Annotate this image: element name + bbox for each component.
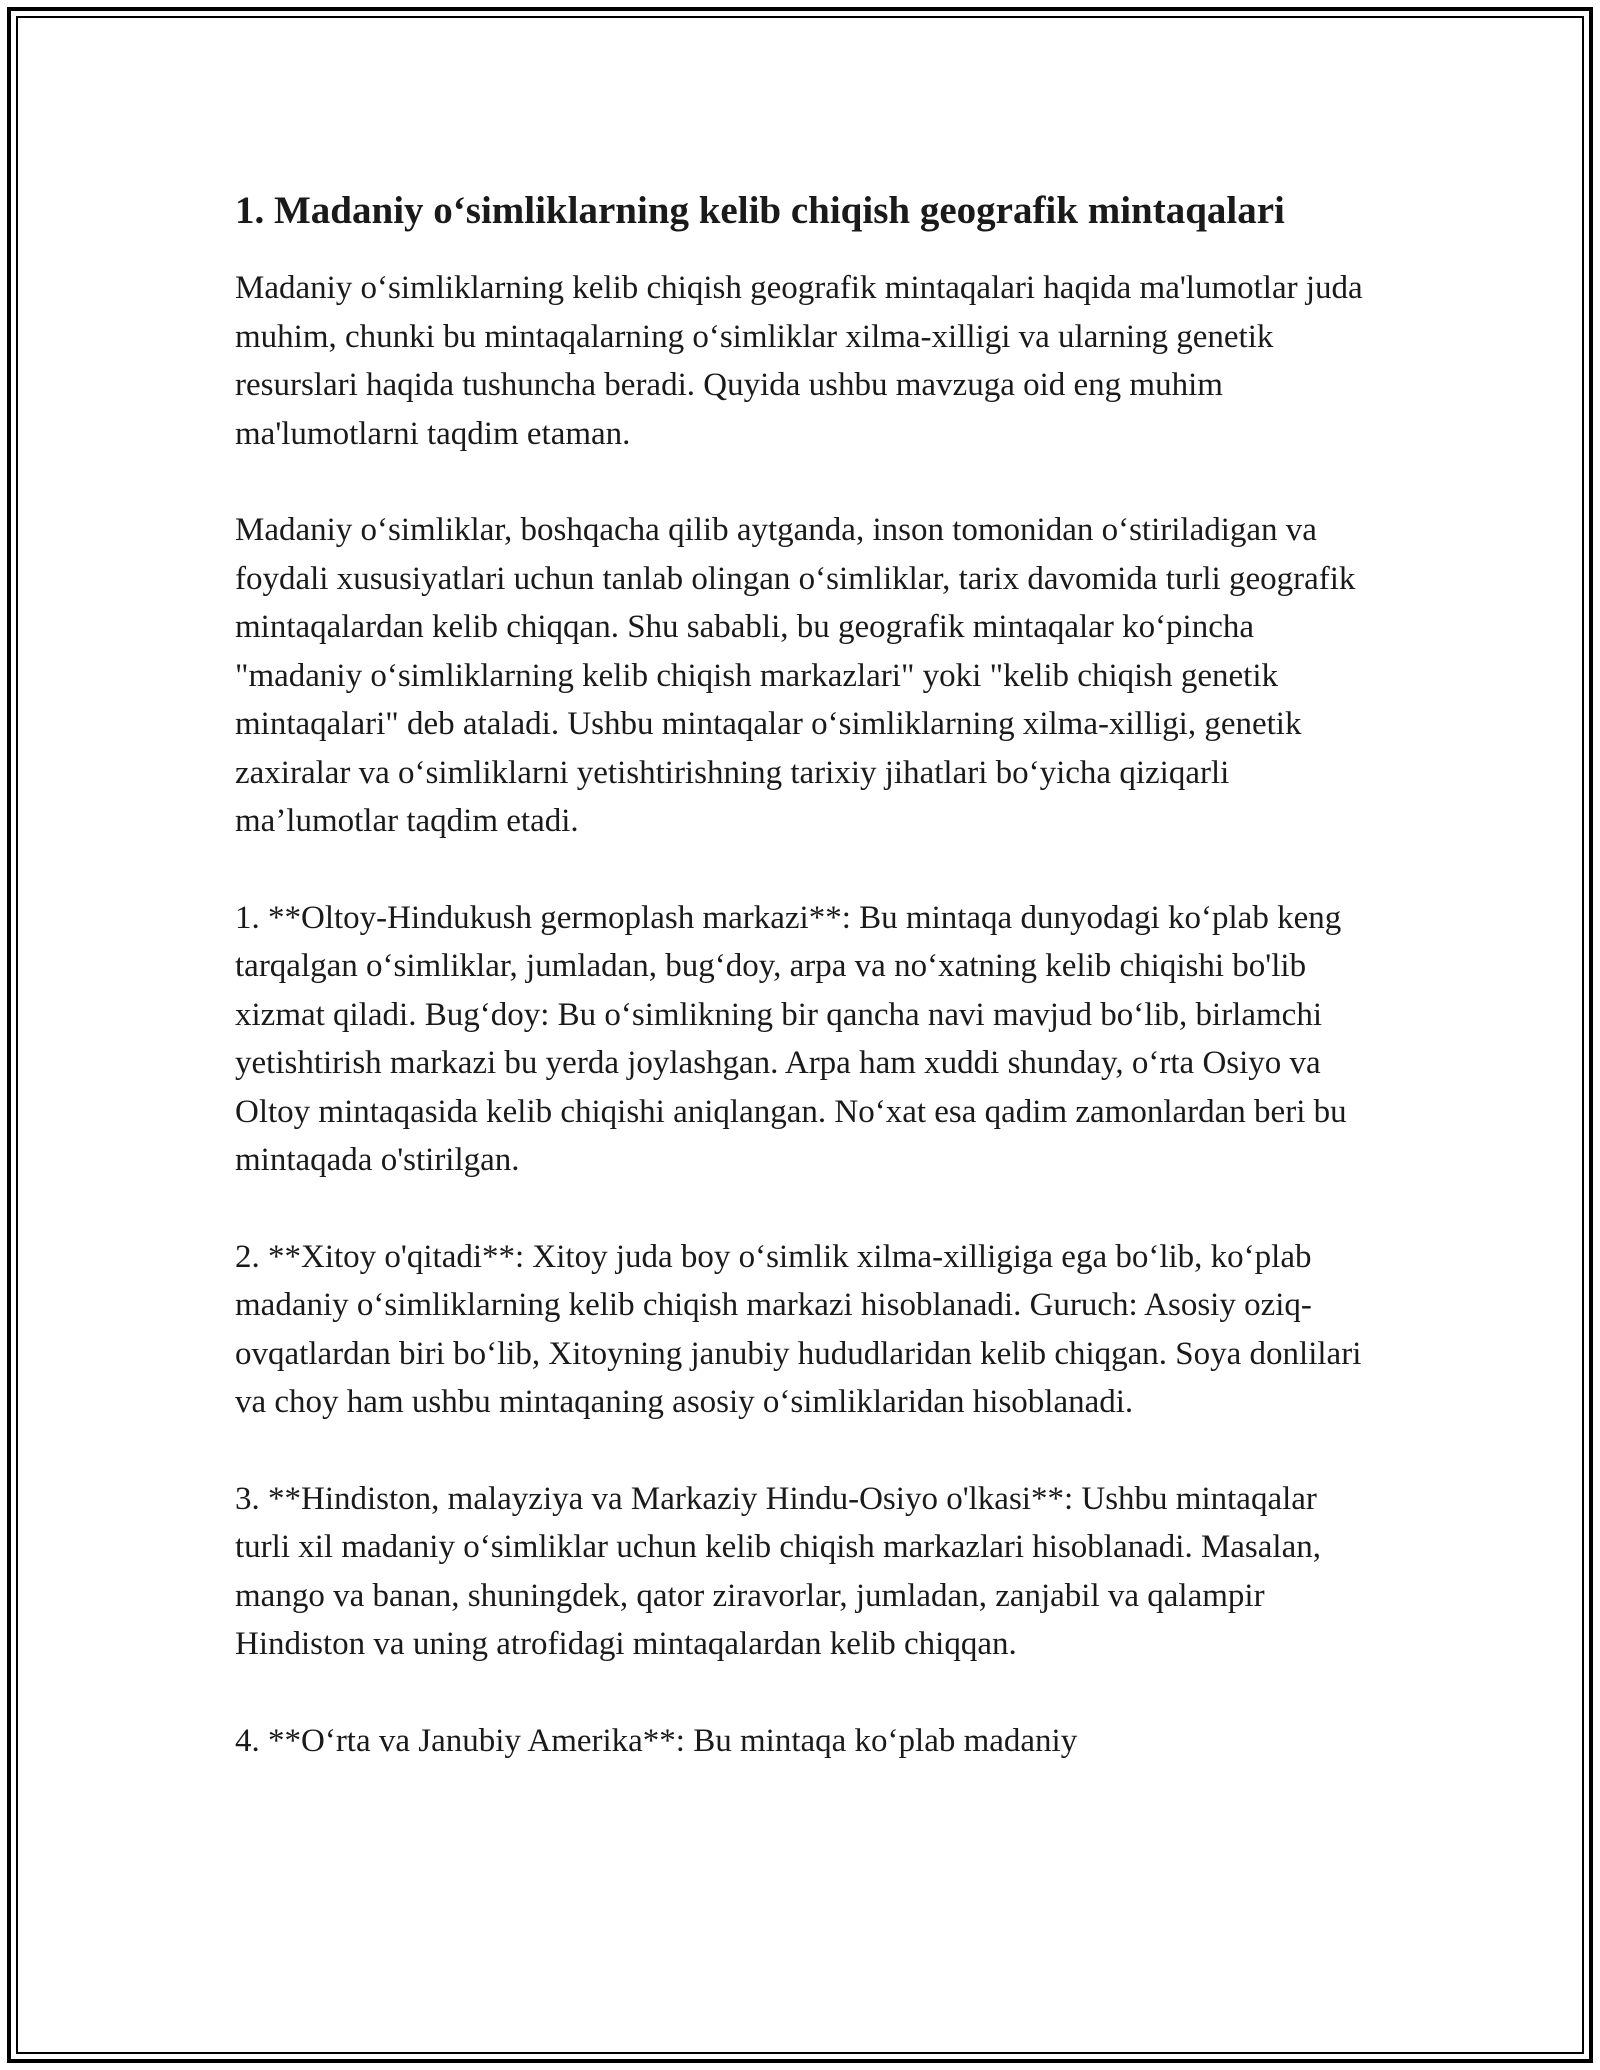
paragraph-item-1: 1. **Oltoy-Hindukush germoplash markazi**: Bu mintaqa dunyodagi ko‘plab keng tarqalgan o‘simliklar, jumladan, bug‘doy, arpa va no‘xatning kelib chiqishi bo'lib xizmat qiladi. Bug‘doy: Bu o‘simlikning bir qancha navi mavjud bo‘lib, birlamchi yetishtirish markazi bu yerda joylashgan. Arpa ham xuddi shunday, o‘rta Osiyo va Oltoy mintaqasida kelib chiqishi aniqlangan. No‘xat esa qadim zamonlardan beri bu mintaqada o'stirilgan. (235, 899, 1347, 1178)
paragraph-item-2: 2. **Xitoy o'qitadi**: Xitoy juda boy o‘simlik xilma-xilligiga ega bo‘lib, ko‘plab madaniy o‘simliklarning kelib chiqish markazi hisoblanadi. Guruch: Asosiy oziq-ovqatlardan biri bo‘lib, Xitoyning janubiy hududlaridan kelib chiqgan. Soya donlilari va choy ham ushbu mintaqaning asosiy o‘simliklaridan hisoblanadi. (235, 1238, 1362, 1420)
paragraph-item-4: 4. **O‘rta va Janubiy Amerika**: Bu mintaqa ko‘plab madaniy (235, 1722, 1078, 1759)
paragraph-definition: Madaniy o‘simliklar, boshqacha qilib aytganda, inson tomonidan o‘stiriladigan va foydali xususiyatlari uchun tanlab olingan o‘simliklar, tarix davomida turli geografik mintaqalardan kelib chiqqan. Shu sababli, bu geografik mintaqalar ko‘pincha "madaniy o‘simliklarning kelib chiqish markazlari" yoki "kelib chiqish genetik mintaqalari" deb ataladi. Ushbu mintaqalar o‘simliklarning xilma-xilligi, genetik zaxiralar va o‘simliklarni yetishtirishning tarixiy jihatlari bo‘yicha qiziqarli ma’lumotlar taqdim etadi. (235, 512, 1356, 839)
paragraph-intro: Madaniy o‘simliklarning kelib chiqish geografik mintaqalari haqida ma'lumotlar juda muhim, chunki bu mintaqalarning o‘simliklar xilma-xilligi va ularning genetik resurslari haqida tushuncha beradi. Quyida ushbu mavzuga oid eng muhim ma'lumotlarni taqdim etaman. (235, 270, 1363, 452)
document-body (235, 186, 1375, 1813)
document-title: 1. Madaniy o‘simliklarning kelib chiqish geografik mintaqalari (235, 189, 1285, 232)
paragraph-item-3: 3. **Hindiston, malayziya va Markaziy Hindu-Osiyo o'lkasi**: Ushbu mintaqalar turli xil madaniy o‘simliklar uchun kelib chiqish markazlari hisoblanadi. Masalan, mango va banan, shuningdek, qator ziravorlar, jumladan, zanjabil va qalampir Hindiston va uning atrofidagi mintaqalardan kelib chiqqan. (235, 1480, 1321, 1662)
